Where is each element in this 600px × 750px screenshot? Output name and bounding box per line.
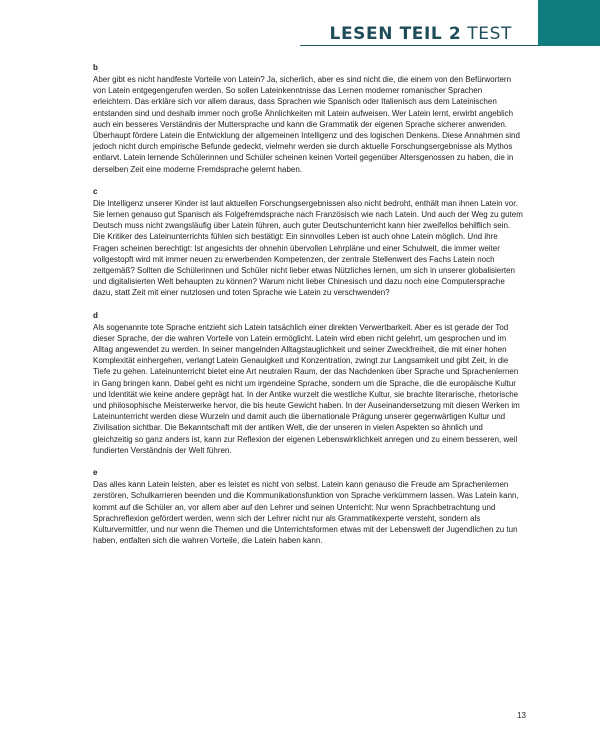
section-d	[93, 310, 523, 456]
section-text: Das alles kann Latein leisten, aber es leistet es nicht von selbst. Latein kann genauso die Freude am Sprachenlernen zerstören, Schulkarrieren beenden und die Kommunikationsfunktion von Sprache verkümmern lassen. Was Latein kann, kommt auf die Schüler an, vor allem aber auf den Lehrer und seinen Unterricht: Nur wenn Sprachbetrachtung und Sprachreflexion gefördert werden, wenn sich der Lehrer nicht nur als Grammatikexperte versteht, sondern als Kulturvermittler, und nur wenn die Themen und die Unterrichtsformen etwas mit der Lebenswelt der Jugendlichen zu tun haben, entfalten sich die wahren Vorteile, die Latein haben kann.	[93, 480, 519, 546]
section-b	[93, 62, 523, 175]
section-title	[330, 24, 512, 44]
page-header	[0, 0, 600, 48]
page-number: 13	[517, 711, 526, 720]
section-letter: b	[93, 63, 98, 72]
section-letter: e	[93, 468, 98, 478]
section-title-test: TEST	[467, 24, 512, 44]
section-letter: c	[93, 186, 98, 196]
section-title-bold: LESEN TEIL 2	[329, 24, 462, 44]
section-e	[93, 467, 523, 546]
header-accent-block	[538, 0, 600, 46]
section-text: Die Intelligenz unserer Kinder ist laut aktuellen Forschungsergebnissen also nicht bedroht, enthält man ihnen Latein vor. Sie lernen genauso gut Spanisch als Folgefremdsprache nach Französisch wie nach Latein. Und auch der Weg zu gutem Deutsch muss nicht zwangsläufig über Latein führen, auch guter Deutschunterricht kann hier zweifellos behilflich sein. Die Kritiker des Lateinunterrichts fühlen sich bestätigt: Ein sinnvolles Leben ist auch ohne Latein möglich. Und ihre Fragen scheinen berechtigt: Ist angesichts der ohnehin übervollen Lehrpläne und einer Schulwelt, die immer weiter vollgestopft wird mit immer neuen zu erwerbenden Kompetenzen, der zentrale Stellenwert des Fachs Latein noch zeitgemäß? Sollten die Schülerinnen und Schüler nicht lieber etwas Nützliches lernen, um sich in unserer globalisierten und digitalisierten Welt behaupten zu können? Warum nicht lieber Chinesisch und dazu noch eine Computersprache dazu, statt Zeit mit einer nutzlosen und toten Sprache wie Latein zu verschwenden?	[93, 198, 523, 298]
article-body	[93, 62, 523, 557]
section-text: Als sogenannte tote Sprache entzieht sich Latein tatsächlich einer direkten Verwertbarkeit. Aber es ist gerade der Tod dieser Sprache, der die wahren Vorteile von Latein ermöglicht. Latein wird eben nicht gelehrt, um gesprochen und im Alltag angewendet zu werden. In seiner mangelnden Alltagstauglichkeit und seiner Zweckfreiheit, die mit einer hohen Komplexität einhergehen, verlangt Latein Genauigkeit und Konzentration, zwingt zur Langsamkeit und gibt Zeit, in die Tiefe zu gehen. Lateinunterricht bietet eine Art neutralen Raum, der das Nachdenken über Sprache und Sprachenlernen in Gang bringen kann. Dabei geht es nicht um irgendeine Sprache, sondern um die Sprache, die die europäische Kultur und Identität wie keine andere geprägt hat. In der Antike wurzelt die westliche Kultur, sie brachte literarische, rhetorische und philosophische Meisterwerke hervor, die bis heute Gewicht haben. In der Auseinandersetzung mit diesen Werken im Lateinunterricht werden diese Wurzeln und damit auch die übernationale Prägung unserer gegenwärtigen Kultur und Zivilisation sichtbar. Die Bekanntschaft mit der antiken Welt, die der unseren in vielen Aspekten so ähnlich und gleichzeitig so ganz anders ist, kann zur Reflexion der eigenen Lebenswirklichkeit anregen und zu einem besseren, weil fundierten Verständnis der Welt führen.	[93, 322, 520, 455]
section-text: Aber gibt es nicht handfeste Vorteile von Latein? Ja, sicherlich, aber es sind nicht die, die einem von den Befürwortern von Latein entgegengerufen werden. So sollen Lateinkenntnisse das Lernen moderner romanischer Sprachen erleichtern. Das erkläre sich vor allem daraus, dass Sprachen wie Spanisch oder Italienisch aus dem Lateinischen entstanden sind und deshalb immer noch große Ähnlichkeiten mit Latein aufweisen. Wer Latein lernt, erwirbt angeblich auch ein besseres Verständnis der Muttersprache und kann die Grammatik der eigenen Sprache sicherer anwenden. Überhaupt fördere Latein die Entwicklung der allgemeinen Intelligenz und des logischen Denkens. Diese Annahmen sind jedoch nicht durch empirische Befunde gedeckt, vielmehr werden sie durch aktuelle Forschungsergebnisse als Mythos entlarvt. Latein lernende Schülerinnen und Schüler scheinen keinen Vorteil gegenüber Altersgenossen zu haben, die in derselben Zeit eine moderne Fremdsprache gelernt haben.	[93, 75, 520, 174]
section-c	[93, 186, 523, 299]
section-letter: d	[93, 310, 98, 320]
